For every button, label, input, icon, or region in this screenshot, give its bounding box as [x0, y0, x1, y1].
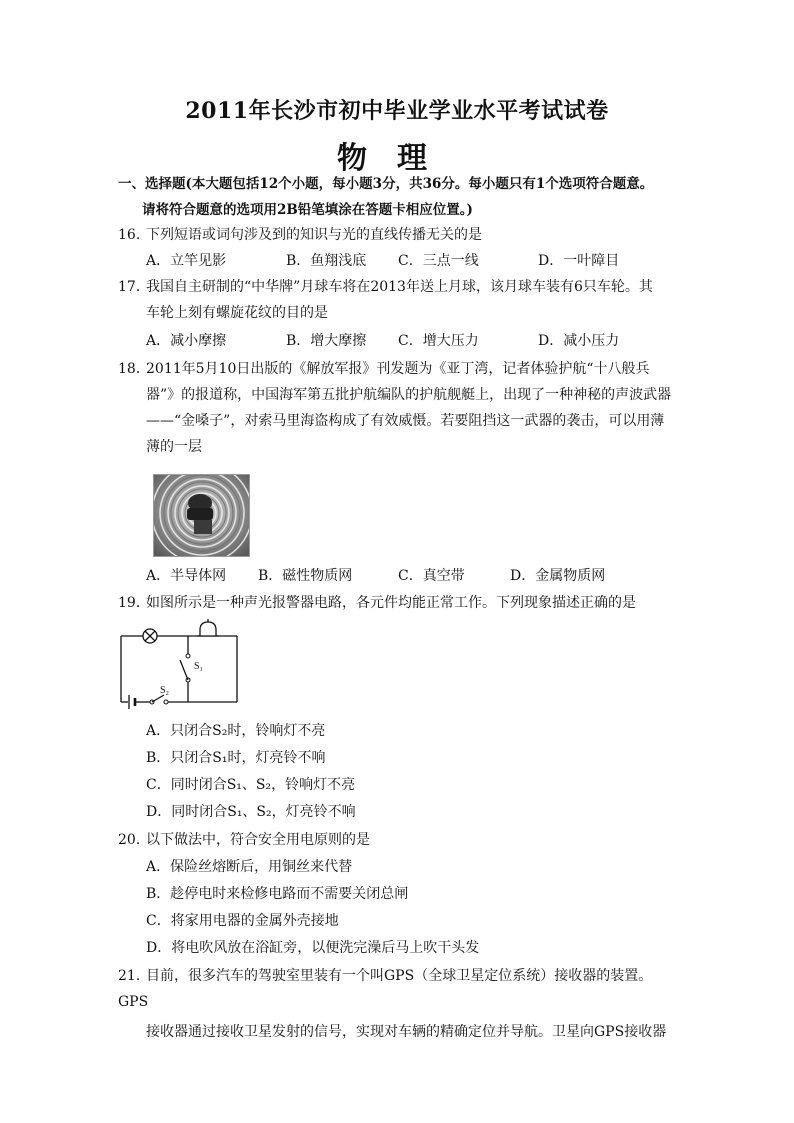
option-c: C．增大压力: [398, 333, 479, 349]
question-text: 下列短语或词句涉及到的知识与光的直线传播无关的是: [146, 227, 482, 243]
battery-icon: [129, 695, 135, 709]
question-number: 19．: [118, 595, 150, 611]
question-text-line-4: 薄的一层: [146, 439, 202, 455]
question-number: 18．: [118, 361, 150, 377]
q20-option-c: C．将家用电器的金属外壳接地: [146, 913, 339, 929]
question-text-line-1: 2011年5月10日出版的《解放军报》刊发题为《亚丁湾，记者体验护航“十八般兵: [146, 361, 650, 377]
question-number: 16.: [118, 227, 141, 243]
question-text-line-2: 接收器通过接收卫星发射的信号，实现对车辆的精确定位并导航。卫星向GPS接收器: [146, 1024, 667, 1040]
question-21: [118, 963, 678, 1045]
question-19: [118, 590, 678, 616]
q19-option-b: B．只闭合S₁时，灯亮铃不响: [146, 750, 326, 766]
question-text-line-1: 目前，很多汽车的驾驶室里装有一个叫GPS（全球卫星定位系统）接收器的装置。GPS: [118, 968, 653, 1010]
question-number: 17．: [118, 279, 150, 295]
option-b: B．磁性物质网: [258, 568, 353, 584]
switch-s1-icon: [180, 654, 190, 682]
switch-s2-icon: [150, 695, 168, 704]
q20-option-a: A．保险丝熔断后，用铜丝来代替: [146, 859, 353, 875]
section-header: [118, 171, 778, 223]
section-line-1: 一、选择题(本大题包括12个小题，每小题3分，共36分。每小题只有1个选项符合题意。: [118, 176, 654, 192]
question-17: [118, 274, 678, 326]
question-text: 以下做法中，符合安全用电原则的是: [146, 832, 370, 848]
bell-icon: [197, 619, 219, 636]
circuit-diagram: [116, 614, 246, 710]
question-16-options: [146, 248, 686, 274]
option-c: C．真空带: [398, 568, 465, 584]
q20-option-b: B．趁停电时来检修电路而不需要关闭总闸: [146, 886, 409, 902]
question-text-line-2: 器”》的报道称，中国海军第五批护航编队的护航舰艇上，出现了一种神秘的声波武器: [146, 387, 672, 403]
question-18-options: [146, 563, 686, 589]
q19-option-c: C．同时闭合S₁、S₂，铃响灯不亮: [146, 777, 356, 793]
sound-wave-weapon-photo: [153, 474, 250, 557]
question-17-options: [146, 328, 686, 354]
question-18: [118, 356, 678, 460]
q19-option-d: D．同时闭合S₁、S₂，灯亮铃不响: [146, 804, 356, 820]
question-text-line-2: 车轮上刻有螺旋花纹的目的是: [146, 305, 328, 321]
q20-option-d: D．将电吹风放在浴缸旁，以便洗完澡后马上吹干头发: [146, 940, 480, 956]
question-number: 20．: [118, 832, 150, 848]
section-line-2: 请将符合题意的选项用2B铅笔填涂在答题卡相应位置。): [142, 202, 473, 218]
option-d: D．金属物质网: [510, 568, 606, 584]
lamp-icon: [143, 629, 157, 643]
exam-title: 2011年长沙市初中毕业学业水平考试试卷: [185, 98, 609, 124]
option-a: A．立竿见影: [146, 253, 227, 269]
question-16: [118, 222, 678, 248]
question-text-line-3: ——“金嗓子”，对索马里海盗构成了有效威慑。若要阻挡这一武器的袭击，可以用薄: [146, 413, 665, 429]
option-d: D．一叶障目: [538, 253, 620, 269]
option-c: C．三点一线: [398, 253, 479, 269]
question-text-line-1: 我国自主研制的“中华牌”月球车将在2013年送上月球，该月球车装有6只车轮。其: [146, 279, 653, 295]
switch-s1-label: S₁: [194, 661, 204, 672]
switch-s2-label: S₂: [160, 685, 170, 696]
question-number: 21．: [118, 968, 150, 984]
option-d: D．减小压力: [538, 333, 620, 349]
question-text: 如图所示是一种声光报警器电路，各元件均能正常工作。下列现象描述正确的是: [146, 595, 636, 611]
option-b: B．增大摩擦: [286, 333, 367, 349]
option-a: A．半导体网: [146, 568, 227, 584]
option-a: A．减小摩擦: [146, 333, 227, 349]
q19-option-a: A．只闭合S₂时，铃响灯不亮: [146, 723, 326, 739]
subject-title: 物理: [337, 141, 457, 176]
question-20: [118, 827, 678, 853]
option-b: B．鱼翔浅底: [286, 253, 367, 269]
